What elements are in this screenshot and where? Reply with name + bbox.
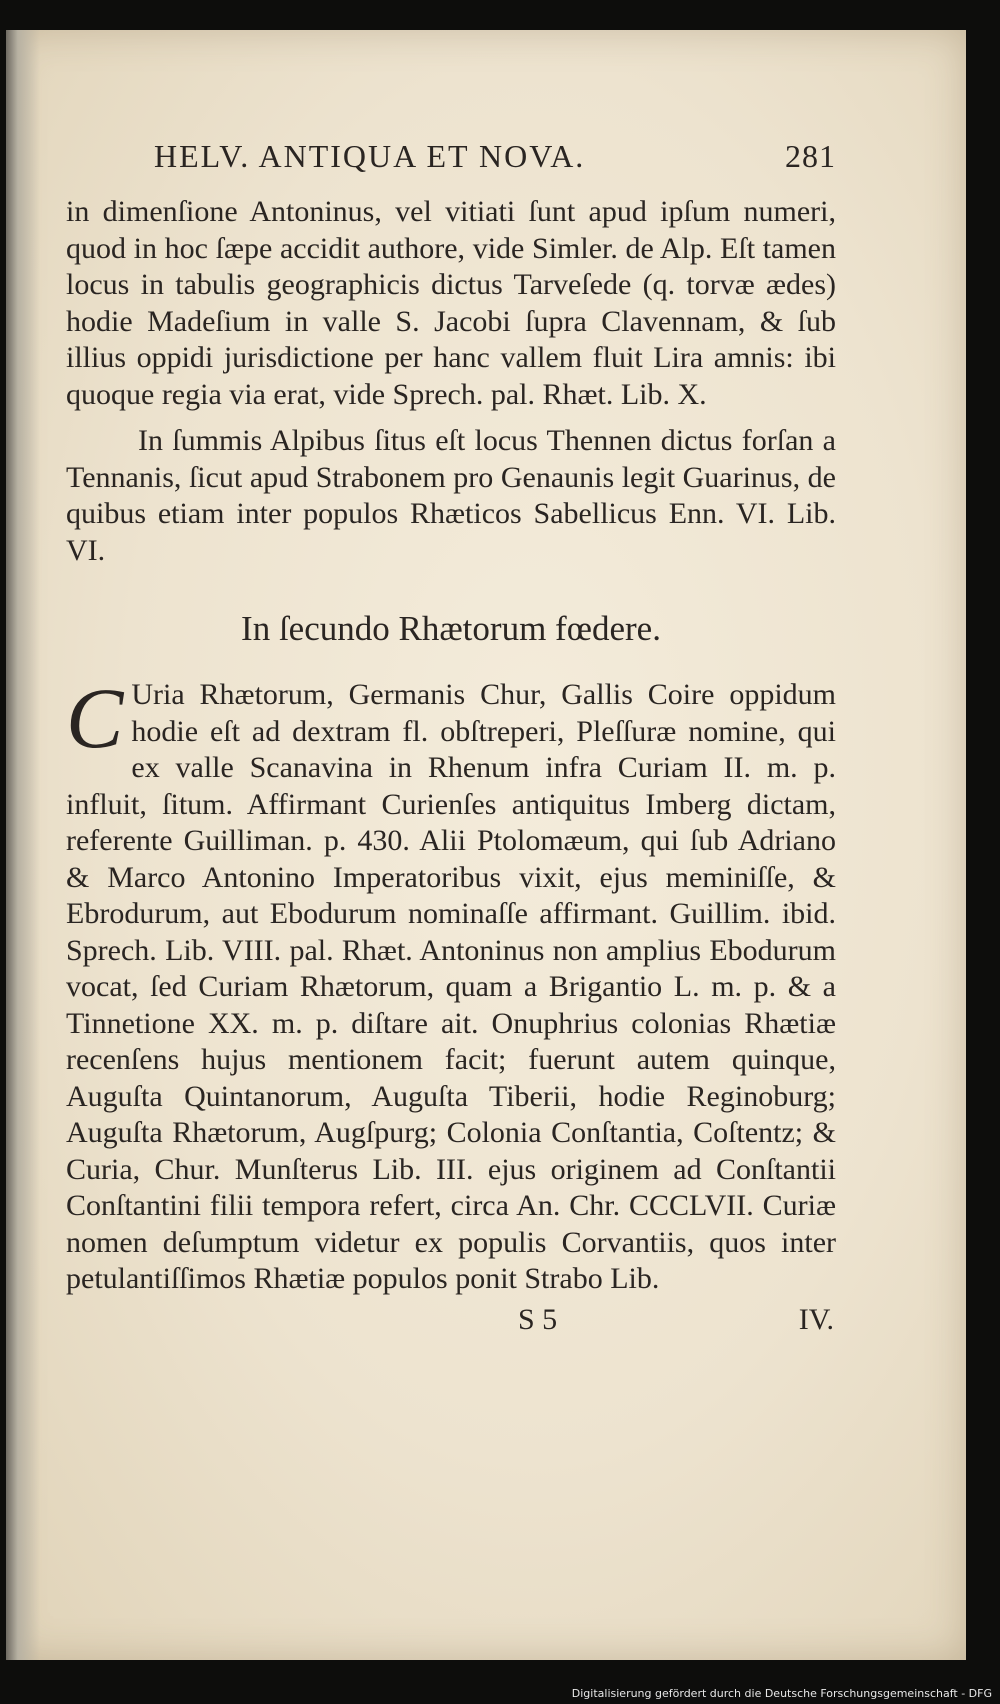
section-heading: In ſecundo Rhætorum fœdere. [241,609,661,648]
paragraph-1: in dimenſione Antoninus, vel vitiati ſunt apud ipſum numeri, quod in hoc ſæpe accidit authore, vide Simler. de Alp. Eſt tamen locus in tabulis geographicis dictus Tarveſede (q. torvæ ædes) hodie Madeſium in valle S. Jacobi ſupra Clavennam, & ſub illius oppidi jurisdictione per hanc vallem fluit Lira amnis: ibi quoque regia via erat, vide Sprech. pal. Rhæt. Lib. X. [66,195,836,411]
signature-mark: S 5 [518,1302,558,1336]
paragraph-3 [66,670,836,1298]
running-head [154,138,836,194]
page-gutter-shadow [6,30,40,1660]
paragraph-2: In ſummis Alpibus ſitus eſt locus Thennen dictus forſan a Tennanis, ſicut apud Strabonem pro Genaunis legit Guarinus, de quibus etiam inter populos Rhæticos Sabellicus Enn. VI. Lib. VI. [66,424,836,567]
running-title: HELV. ANTIQUA ET NOVA. [154,138,586,174]
catchword: IV. [798,1302,834,1336]
page-text [66,138,836,1338]
catch-line [518,1302,834,1339]
paragraph-3-text: Uria Rhætorum, Germanis Chur, Gallis Coire oppidum hodie eſt ad dextram fl. obſtreperi, Pleſſuræ nomine, qui ex valle Scanavina in Rhenum infra Curiam II. m. p. influit, ſitum. Affirmant Curienſes antiquitus Imberg dictam, referente Guilliman. p. 430. Alii Ptolomæum, qui ſub Adriano & Marco Antonino Imperatoribus vixit, ejus meminiſſe, & Ebrodurum, aut Ebodurum nominaſſe affirmant. Guillim. ibid. Sprech. Lib. VIII. pal. Rhæt. Antoninus non amplius Ebodurum vocat, ſed Curiam Rhætorum, quam a Brigantio L. m. p. & a Tinnetione XX. m. p. diſtare ait. Onuphrius colonias Rhætiæ recenſens hujus mentionem facit; fuerunt autem quinque, Auguſta Quintanorum, Auguſta Tiberii, hodie Reginoburg; Auguſta Rhætorum, Augſpurg; Colonia Conſtantia, Coſtentz; & Curia, Chur. Munſterus Lib. III. ejus originem ad Conſtantii Conſtantini filii tempora refert, circa An. Chr. CCCLVII. Curiæ nomen deſumptum videtur ex populis Corvantiis, quos inter petulantiſſimos Rhætiæ populos ponit Strabo Lib. [66,678,836,1295]
digitization-credit: Digitalisierung gefördert durch die Deutsche Forschungsgemeinschaft - DFG [571,1687,992,1700]
drop-capital: C [66,670,124,766]
page-number: 281 [785,138,836,174]
